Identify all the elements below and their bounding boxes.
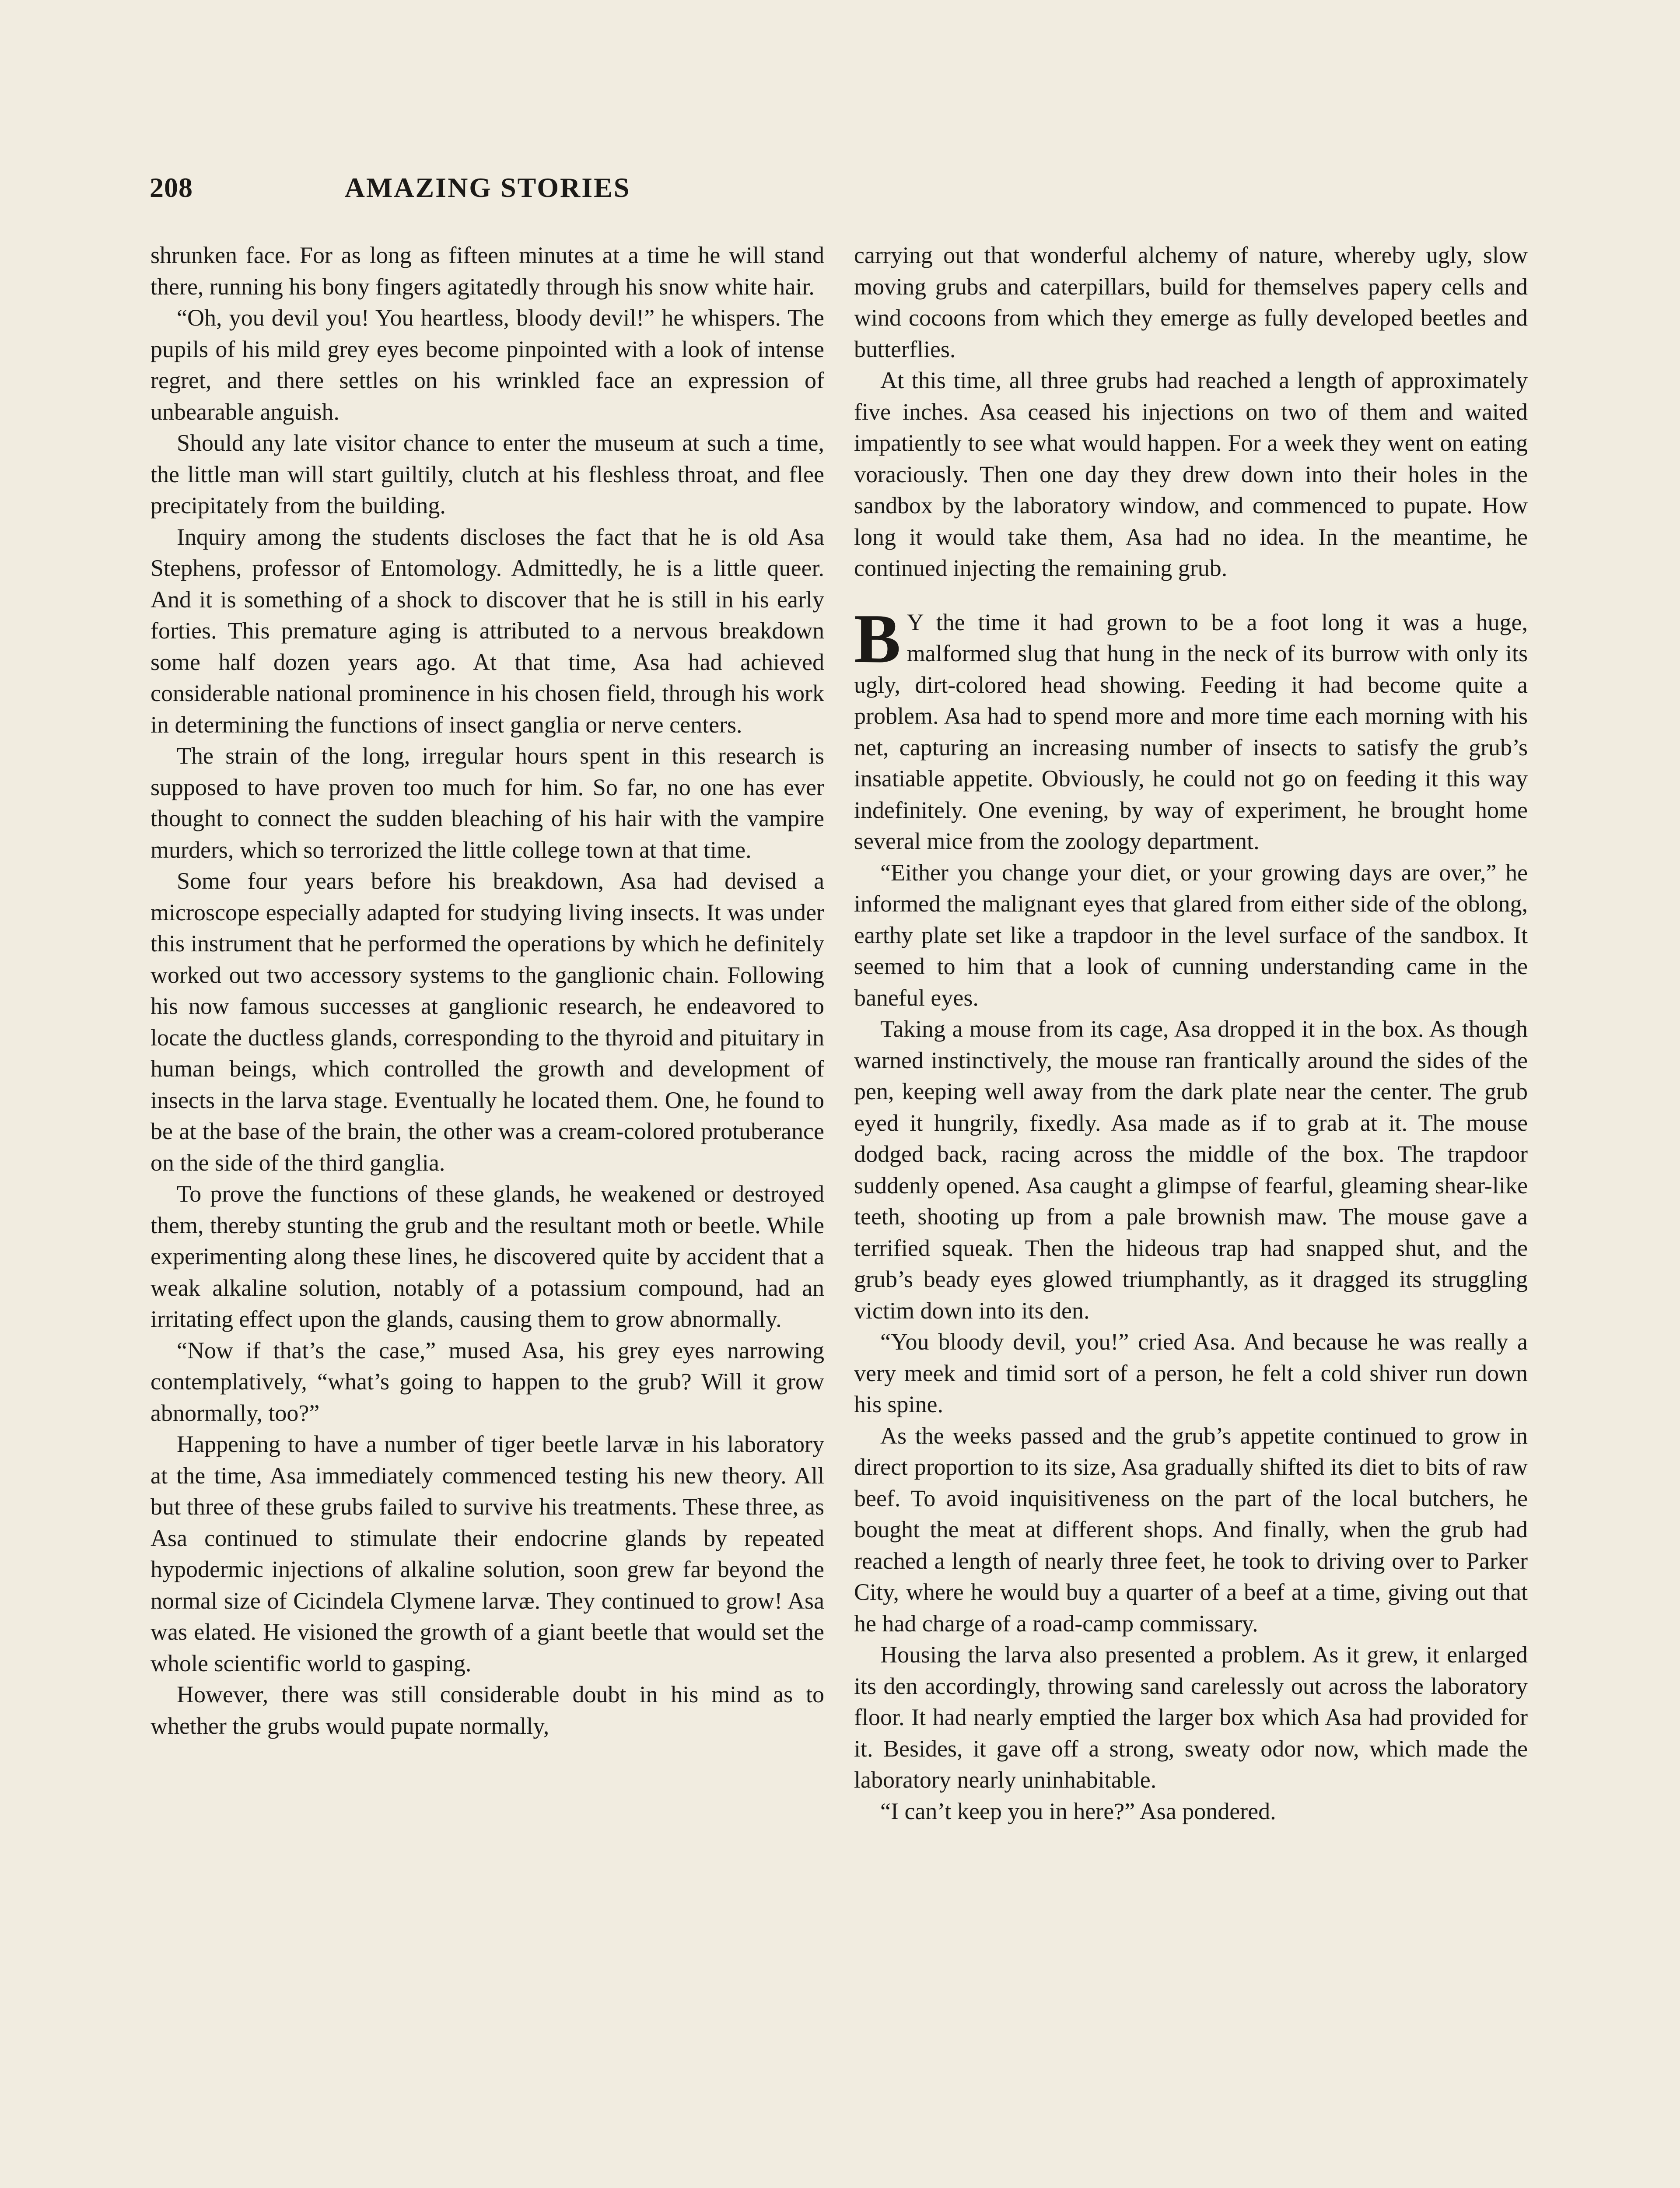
paragraph: Taking a mouse from its cage, Asa dropped it in the box. As though warned instinctively, the mouse ran frantically around the sides of the pen, keeping well away from the dark plate near the center. The grub eyed it hungrily, fixedly. Asa made as if to grab at it. The mouse dodged back, racing across the middle of the box. The trapdoor suddenly opened. Asa caught a glimpse of fearful, gleaming shear-like teeth, shooting up from a pale brownish maw. The mouse gave a terrified squeak. Then the hideous trap had snapped shut, and the grub’s beady eyes glowed triumphantly, as it dragged its struggling victim down into its den. — [854, 1016, 1528, 1324]
drop-cap-paragraph-text: Y the time it had grown to be a foot long it was a huge, malformed slug that hung in the neck of its burrow with only its ugly, dirt-colored head showing. Feeding it had become quite a problem. Asa had to spend more and more time each morning with his net, capturing an increasing number of insects to satisfy the grub’s insatiable appetite. Obviously, he could not go on feeding it this way indefinitely. One evening, by way of experiment, he brought home several mice from the zoology department. — [854, 609, 1528, 854]
paragraph: Happening to have a number of tiger beetle larvæ in his laboratory at the time, Asa immediately commenced testing his new theory. All but three of these grubs failed to survive his treatments. These three, as Asa continued to stimulate their endocrine glands by repeated hypodermic injections of alkaline solution, soon grew far beyond the normal size of Cicindela Clymene larvæ. They continued to grow! Asa was elated. He visioned the growth of a giant beetle that would set the whole scientific world to gasping. — [150, 1431, 824, 1676]
paragraph: To prove the functions of these glands, he weakened or destroyed them, thereby stunting the grub and the resultant moth or beetle. While experimenting along these lines, he discovered quite by accident that a weak alkaline solution, notably of a potassium compound, had an irritating effect upon the glands, causing them to grow abnormally. — [150, 1181, 824, 1332]
paragraph: As the weeks passed and the grub’s appetite continued to grow in direct proportion to its size, Asa gradually shifted its diet to bits of raw beef. To avoid inquisitiveness on the part of the local butchers, he bought the meat at different shops. And finally, when the grub had reached a length of nearly three feet, he took to driving over to Parker City, where he would buy a quarter of a beef at a time, giving out that he had charge of a road-camp commissary. — [854, 1422, 1528, 1637]
page-number: 208 — [150, 172, 193, 203]
page-header — [150, 172, 826, 211]
paragraph: “I can’t keep you in here?” Asa pondered. — [880, 1798, 1276, 1824]
right-column — [854, 240, 1528, 1827]
paragraph: However, there was still considerable doubt in his mind as to whether the grubs would pupate normally, — [150, 1681, 824, 1739]
paragraph: “Either you change your diet, or your growing days are over,” he informed the malignant eyes that glared from either side of the oblong, earthy plate set like a trapdoor in the level surface of the sandbox. It seemed to him that a look of cunning understanding came in the baneful eyes. — [854, 859, 1528, 1011]
paragraph: Housing the larva also presented a problem. As it grew, it enlarged its den accordingly, throwing sand carelessly out across the laboratory floor. It had nearly emptied the larger box which Asa had provided for it. Besides, it gave off a strong, sweaty odor now, which made the laboratory nearly uninhabitable. — [854, 1641, 1528, 1793]
paragraph: “You bloody devil, you!” cried Asa. And because he was really a very meek and timid sort of a person, he felt a cold shiver run down his spine. — [854, 1329, 1528, 1417]
paragraph: Some four years before his breakdown, Asa had devised a microscope especially adapted for studying living insects. It was under this instrument that he performed the operations by which he definitely worked out two accessory systems to the ganglionic chain. Following his now famous successes at ganglionic research, he endeavored to locate the ductless glands, corresponding to the thyroid and pituitary in human beings, which controlled the growth and development of insects in the larva stage. Eventually he located them. One, he found to be at the base of the brain, the other was a cream-colored protuberance on the side of the third ganglia. — [150, 868, 824, 1176]
paragraph: carrying out that wonderful alchemy of nature, whereby ugly, slow moving grubs and caterpillars, build for themselves papery cells and wind cocoons from which they emerge as fully developed beetles and butterflies. — [854, 242, 1528, 362]
paragraph: “Now if that’s the case,” mused Asa, his grey eyes narrowing contemplatively, “what’s going to happen to the grub? Will it grow abnormally, too?” — [150, 1337, 824, 1426]
paragraph: The strain of the long, irregular hours spent in this research is supposed to have proven too much for him. So far, no one has ever thought to connect the sudden bleaching of his hair with the vampire murders, which so terrorized the little college town at that time. — [150, 743, 824, 863]
paragraph: shrunken face. For as long as fifteen minutes at a time he will stand there, running his bony fingers agitatedly through his snow white hair. — [150, 242, 824, 300]
drop-cap-paragraph — [854, 599, 1528, 857]
left-column — [150, 240, 824, 1742]
paragraph: At this time, all three grubs had reached a length of approximately five inches. Asa ceased his injections on two of them and waited impatiently to see what would happen. For a week they went on eating voraciously. Then one day they drew down into their holes in the sandbox by the laboratory window, and commenced to pupate. How long it would take them, Asa had no idea. In the meantime, he continued injecting the remaining grub. — [854, 367, 1528, 581]
paragraph: Should any late visitor chance to enter the museum at such a time, the little man will start guiltily, clutch at his fleshless throat, and flee precipitately from the building. — [150, 430, 824, 519]
paragraph: “Oh, you devil you! You heartless, bloody devil!” he whispers. The pupils of his mild grey eyes become pinpointed with a look of intense regret, and there settles on his wrinkled face an expression of unbearable anguish. — [150, 305, 824, 425]
paragraph: Inquiry among the students discloses the fact that he is old Asa Stephens, professor of Entomology. Admittedly, he is a little queer. And it is something of a shock to discover that he is still in his early forties. This premature aging is attributed to a nervous breakdown some half dozen years ago. At that time, Asa had achieved considerable national prominence in his chosen field, through his work in determining the functions of insect ganglia or nerve centers. — [150, 523, 824, 738]
drop-cap: B — [854, 599, 901, 677]
running-title: AMAZING STORIES — [344, 172, 631, 203]
